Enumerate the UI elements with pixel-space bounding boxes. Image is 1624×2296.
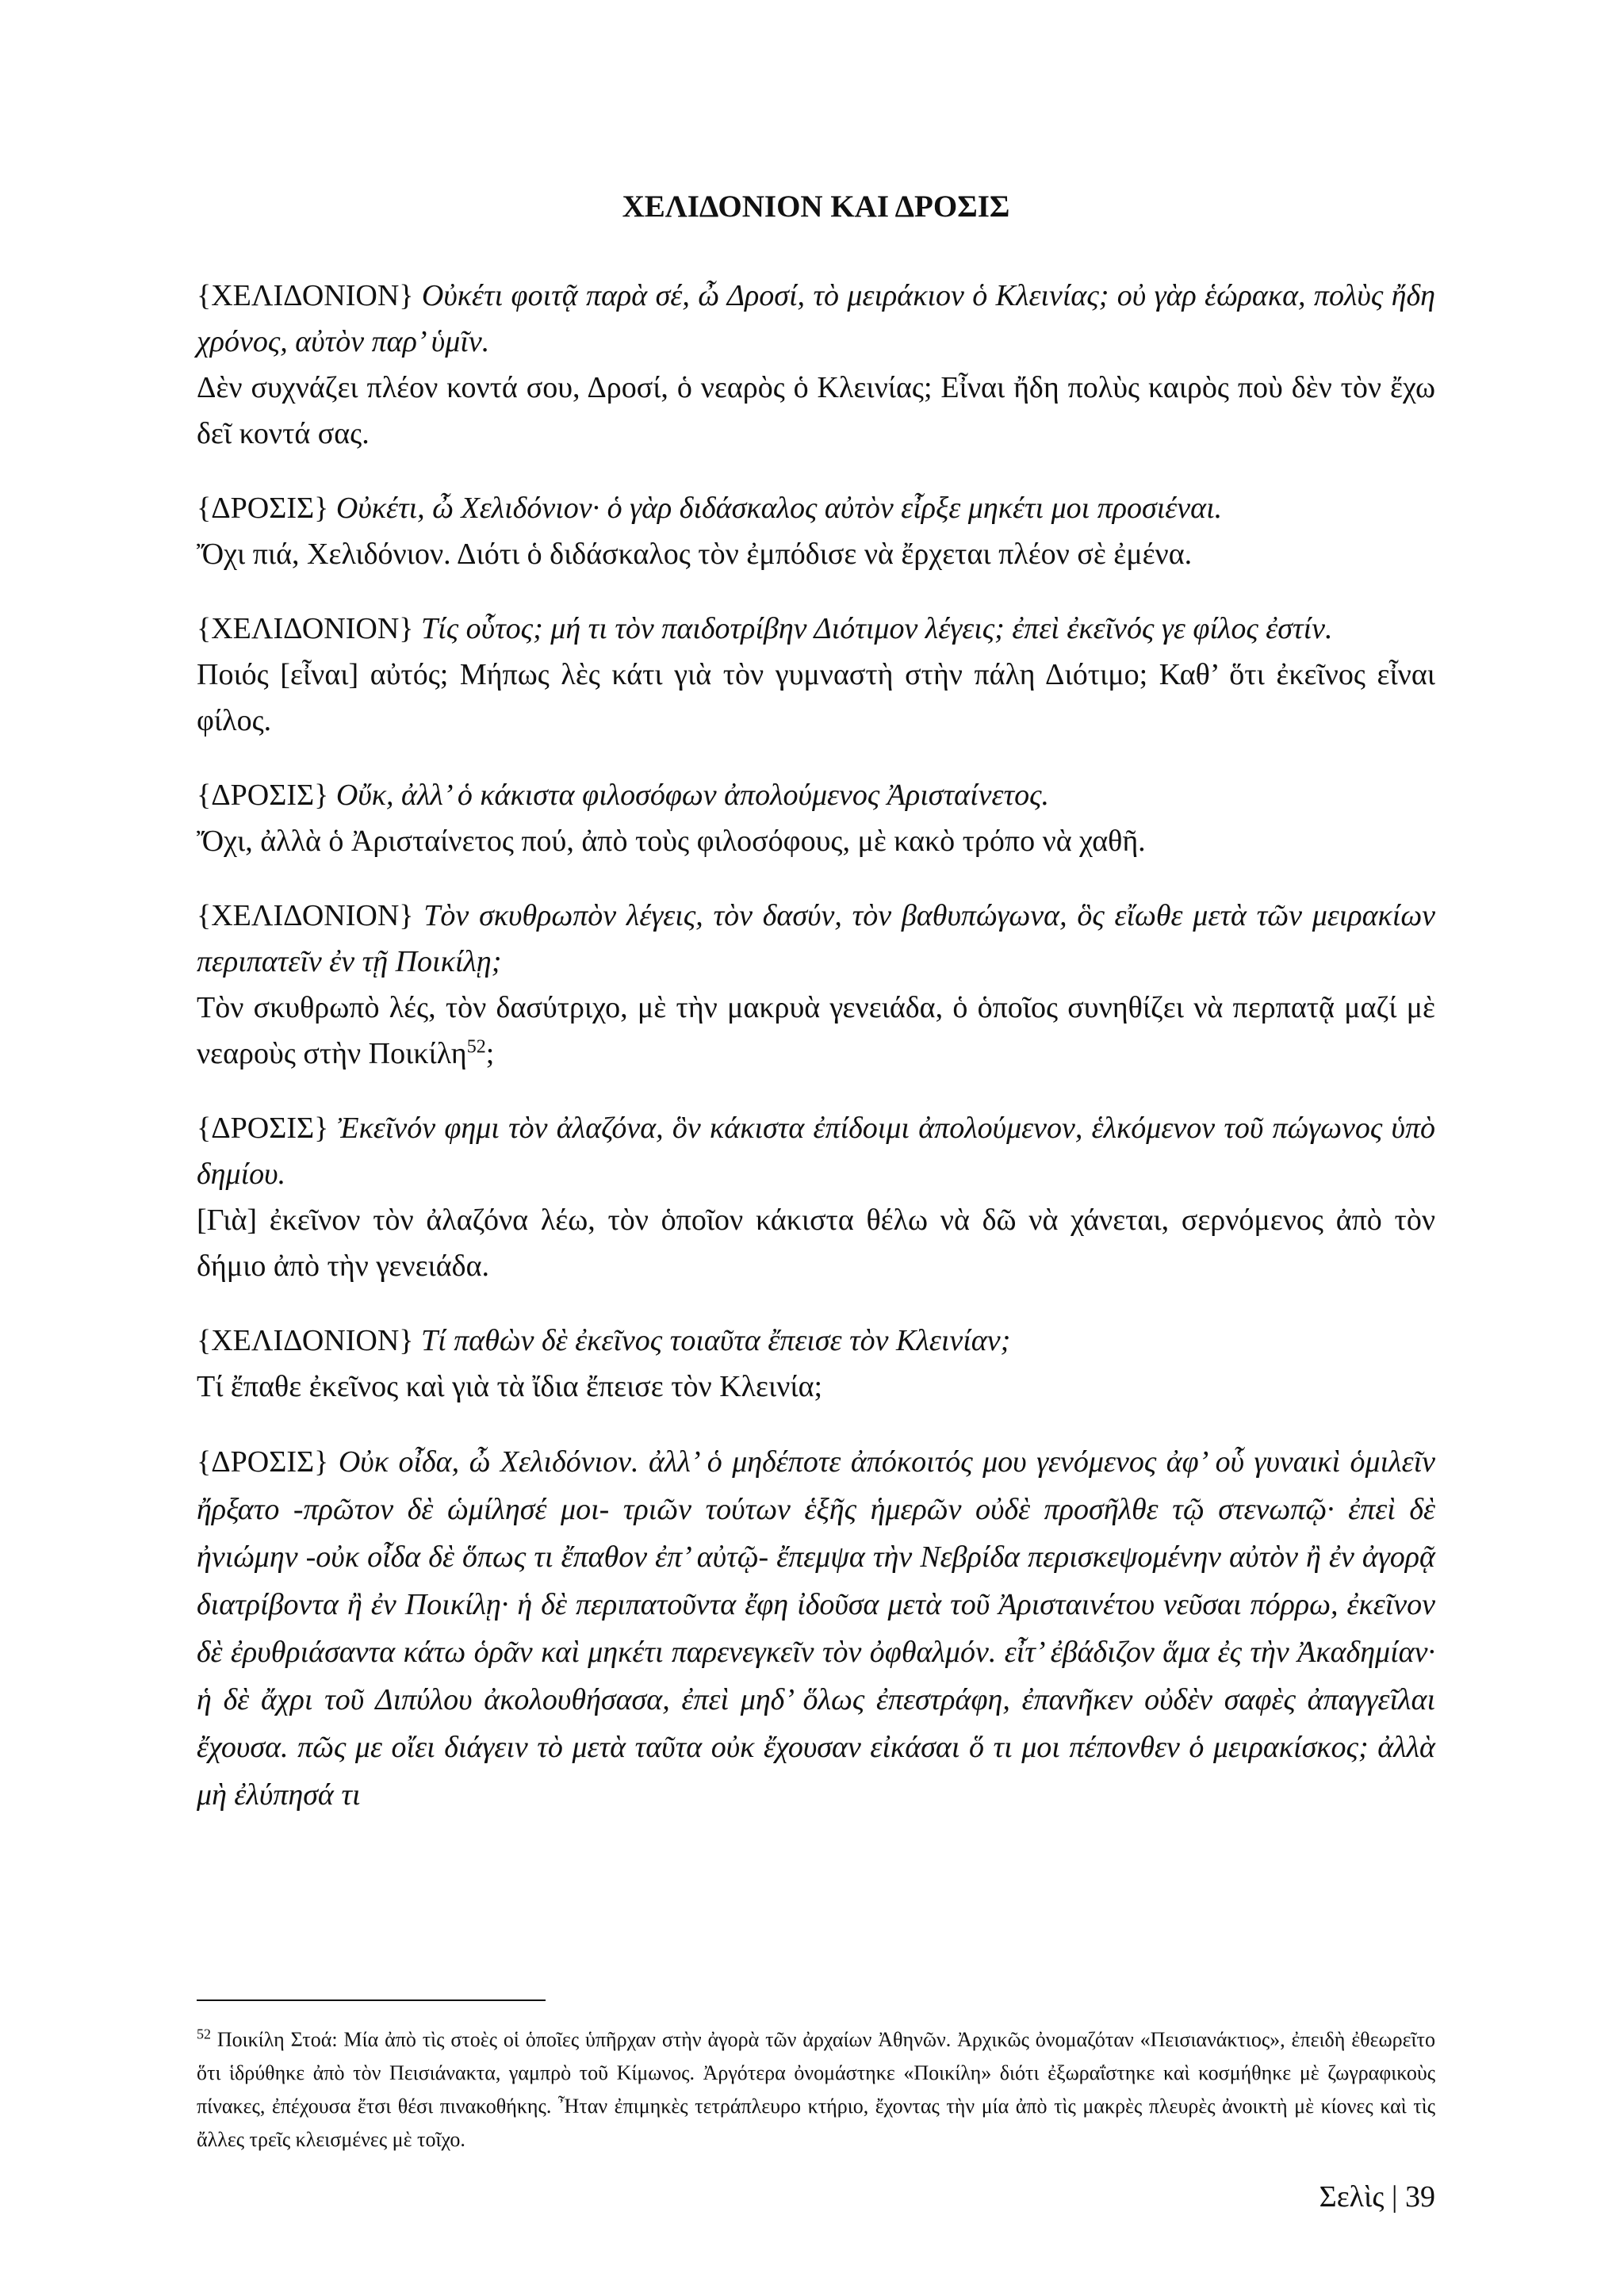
footnote — [197, 2023, 1435, 2156]
speaker-label: {ΔΡΟΣΙΣ} — [197, 779, 329, 812]
speaker-label: {ΧΕΛΙΔΟΝΙΟΝ} — [197, 612, 414, 645]
greek-line — [197, 1438, 1435, 1819]
footnote-reference[interactable]: 52 — [466, 1036, 486, 1058]
exchange-1 — [197, 273, 1435, 457]
footnote-number: 52 — [197, 2026, 211, 2042]
translation-text: Τί ἔπαθε ἐκεῖνος καὶ γιὰ τὰ ἴδια ἔπεισε τὸν Κλεινία; — [197, 1370, 823, 1403]
speaker-label: {ΧΕΛΙΔΟΝΙΟΝ} — [197, 1324, 414, 1357]
greek-text: Οὔκ, ἀλλ’ ὁ κάκιστα φιλοσόφων ἀπολούμενος Ἀρισταίνετος. — [335, 779, 1050, 812]
greek-line — [197, 485, 1435, 531]
exchange-8 — [197, 1438, 1435, 1819]
translation-tail: ; — [485, 1037, 495, 1070]
greek-text: Οὐκ οἶδα, ὦ Χελιδόνιον. ἀλλ’ ὁ μηδέποτε ἀπόκοιτός μου γενόμενος ἀφ’ οὗ γυναικὶ ὁμιλεῖν ἤρξατο -πρῶτον δὲ ὡμίλησέ μοι- τριῶν τούτων ἑξῆς ἡμερῶν οὐδὲ προσῆλθε τῷ στενωπῷ· ἐπεὶ δὲ ἠνιώμην -οὐκ οἶδα δὲ ὅπως τι ἔπαθον ἐπ’ αὐτῷ- ἔπεμψα τὴν Νεβρίδα περισκεψομένην αὐτὸν ἢ ἐν ἀγορᾷ διατρίβοντα ἢ ἐν Ποικίλῃ· ἡ δὲ περιπατοῦντα ἔφη ἰδοῦσα μετὰ τοῦ Ἀρισταινέτου νεῦσαι πόρρω, ἐκεῖνον δὲ ἐρυθριάσαντα κάτω ὁρᾶν καὶ μηκέτι παρενεγκεῖν τὸν ὀφθαλμόν. εἶτ’ ἐβάδιζον ἅμα ἐς τὴν Ἀκαδημίαν· ἡ δὲ ἄχρι τοῦ Διπύλου ἀκολουθήσασα, ἐπεὶ μηδ’ ὅλως ἐπεστράφη, ἐπανῆκεν οὐδὲν σαφὲς ἀπαγγεῖλαι ἔχουσα. πῶς με οἴει διάγειν τὸ μετὰ ταῦτα οὐκ ἔχουσαν εἰκάσαι ὅ τι μοι πέπονθεν ὁ μειρακίσκος; ἀλλὰ μὴ ἐλύπησά τι — [197, 1445, 1436, 1812]
greek-text: Τὸν σκυθρωπὸν λέγεις, τὸν δασύν, τὸν βαθυπώγωνα, ὃς εἴωθε μετὰ τῶν μειρακίων περιπατεῖν ἐν τῇ Ποικίλῃ; — [197, 899, 1436, 978]
exchange-6 — [197, 1105, 1435, 1289]
translation-text: Ὄχι πιά, Χελιδόνιον. Διότι ὁ διδάσκαλος τὸν ἐμπόδισε νὰ ἔρχεται πλέον σὲ ἐμένα. — [197, 538, 1193, 571]
exchange-4 — [197, 772, 1435, 864]
greek-text: Τίς οὗτος; μή τι τὸν παιδοτρίβην Διότιμον λέγεις; ἐπεὶ ἐκεῖνός γε φίλος ἐστίν. — [421, 612, 1333, 645]
greek-line — [197, 606, 1435, 652]
dialogue-title: ΧΕΛΙΔΟΝΙΟΝ ΚΑΙ ΔΡΟΣΙΣ — [622, 189, 1010, 224]
exchange-5 — [197, 893, 1435, 1077]
speaker-label: {ΧΕΛΙΔΟΝΙΟΝ} — [197, 279, 414, 312]
greek-text: Οὐκέτι, ὦ Χελιδόνιον· ὁ γὰρ διδάσκαλος αὐτὸν εἶρξε μηκέτι μοι προσιέναι. — [335, 492, 1223, 525]
greek-line — [197, 772, 1435, 818]
greek-text: Ἐκεῖνόν φημι τὸν ἀλαζόνα, ὃν κάκιστα ἐπίδοιμι ἀπολούμενον, ἑλκόμενον τοῦ πώγωνος ὑπὸ δημίου. — [197, 1112, 1435, 1191]
greek-line — [197, 273, 1435, 365]
exchange-2 — [197, 485, 1435, 577]
translation-text: Ποιός [εἶναι] αὐτός; Μήπως λὲς κάτι γιὰ τὸν γυμναστὴ στὴν πάλη Διότιμο; Καθ’ ὅτι ἐκεῖνος εἶναι φίλος. — [197, 658, 1435, 737]
translation-text: [Γιὰ] ἐκεῖνον τὸν ἀλαζόνα λέω, τὸν ὁποῖον κάκιστα θέλω νὰ δῶ νὰ χάνεται, σερνόμενος ἀπὸ τὸν δήμιο ἀπὸ τὴν γενειάδα. — [197, 1203, 1435, 1283]
exchange-3 — [197, 606, 1435, 744]
speaker-label: {ΔΡΟΣΙΣ} — [197, 1445, 329, 1479]
greek-text: Οὐκέτι φοιτᾷ παρὰ σέ, ὦ Δροσί, τὸ μειράκιον ὁ Κλεινίας; οὐ γὰρ ἑώρακα, πολὺς ἤδη χρόνος, αὐτὸν παρ’ ὑμῖν. — [197, 279, 1436, 358]
footnote-text: Ποικίλη Στοά: Μία ἀπὸ τὶς στοὲς οἱ ὁποῖες ὑπῆρχαν στὴν ἀγορὰ τῶν ἀρχαίων Ἀθηνῶν. Ἀρχικῶς ὀνομαζόταν «Πεισιανάκτιος», ἐπειδὴ ἐθεωρεῖτο ὅτι ἱδρύθηκε ἀπὸ τὸν Πεισιάνακτα, γαμπρὸ τοῦ Κίμωνος. Ἀργότερα ὀνομάστηκε «Ποικίλη» διότι ἐξωραΐστηκε καὶ κοσμήθηκε μὲ ζωγραφικοὺς πίνακες, ἐπέχουσα ἔτσι θέσι πινακοθήκης. Ἦταν ἐπιμηκὲς τετράπλευρο κτήριο, ἔχοντας τὴν μία ἀπὸ τὶς μακρὲς πλευρὲς ἀνοικτὴ μὲ κίονες καὶ τὶς ἄλλες τρεῖς κλεισμένες μὲ τοῖχο. — [197, 2028, 1435, 2151]
exchange-7 — [197, 1318, 1435, 1410]
speaker-label: {ΧΕΛΙΔΟΝΙΟΝ} — [197, 899, 414, 932]
footnote-separator — [197, 1999, 546, 2001]
greek-line — [197, 1318, 1435, 1364]
greek-text: Τί παθὼν δὲ ἐκεῖνος τοιαῦτα ἔπεισε τὸν Κλεινίαν; — [421, 1324, 1011, 1357]
translation-text: Ὄχι, ἀλλὰ ὁ Ἀρισταίνετος πού, ἀπὸ τοὺς φιλοσόφους, μὲ κακὸ τρόπο νὰ χαθῆ. — [197, 825, 1146, 858]
translation-text — [197, 985, 1435, 1077]
speaker-label: {ΔΡΟΣΙΣ} — [197, 1112, 329, 1145]
page-number: Σελὶς | 39 — [1319, 2180, 1435, 2214]
speaker-label: {ΔΡΟΣΙΣ} — [197, 492, 329, 525]
greek-line — [197, 893, 1435, 985]
translation-main: Τὸν σκυθρωπὸ λές, τὸν δασύτριχο, μὲ τὴν μακρυὰ γενειάδα, ὁ ὁποῖος συνηθίζει νὰ περπατᾷ μαζί μὲ νεαροὺς στὴν Ποικίλη — [197, 991, 1435, 1070]
page-body — [197, 187, 1435, 1847]
translation-text: Δὲν συχνάζει πλέον κοντά σου, Δροσί, ὁ νεαρὸς ὁ Κλεινίας; Εἶναι ἤδη πολὺς καιρὸς ποὺ δὲν τὸν ἔχω δεῖ κοντά σας. — [197, 371, 1435, 450]
greek-line — [197, 1105, 1435, 1197]
